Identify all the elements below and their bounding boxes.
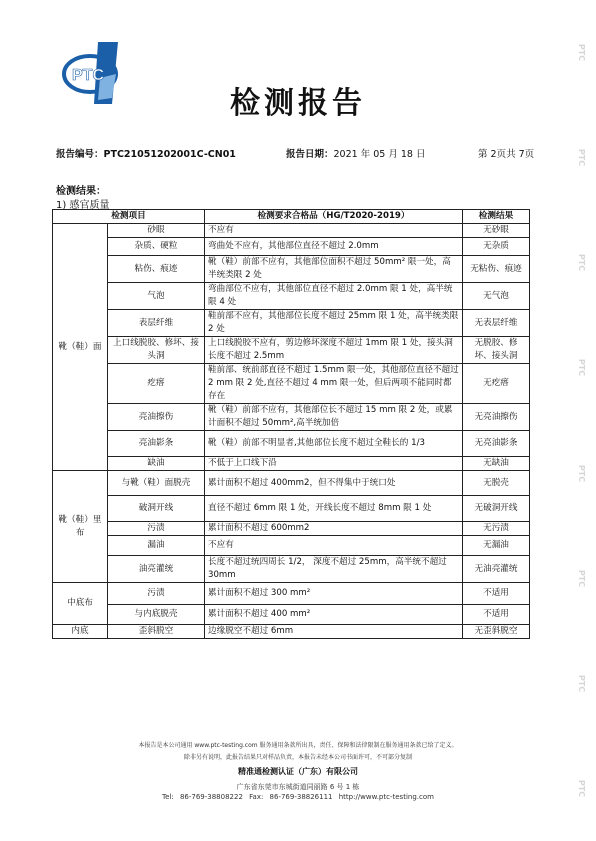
table-row	[53, 224, 530, 238]
table-row	[53, 471, 530, 496]
report-number-label: 报告编号：	[56, 149, 104, 160]
result-cell: 无缺油	[463, 457, 530, 471]
header-item: 检测项目	[53, 210, 205, 224]
table-row	[53, 536, 530, 556]
item-cell: 亮油擦伤	[108, 404, 205, 431]
report-date-label: 报告日期：	[286, 149, 334, 160]
table-row	[53, 364, 530, 404]
footer-address: 广东省东莞市东城街道同丽路 6 号 1 栋	[236, 783, 360, 791]
result-cell: 无污渍	[463, 522, 530, 536]
requirement-cell: 累计面积不超过 300 mm²	[205, 583, 463, 605]
table-body	[53, 224, 530, 639]
result-cell: 无歪斜脱空	[463, 625, 530, 639]
table-row	[53, 457, 530, 471]
item-cell: 上口线脱胶、修坏、接头洞	[108, 337, 205, 364]
watermark-text: PTC	[577, 674, 587, 692]
table-row	[53, 496, 530, 522]
table-row	[53, 605, 530, 625]
header-result: 检测结果	[463, 210, 530, 224]
result-cell: 不适用	[463, 605, 530, 625]
footer-note-copy: 除非另有说明，此报告结果只对样品负责，本报告未经本公司书面许可，不可部分复制	[183, 754, 412, 761]
item-cell: 亮油影条	[108, 431, 205, 457]
item-cell: 破洞开线	[108, 496, 205, 522]
table-row	[53, 238, 530, 256]
side-watermark	[572, 0, 592, 841]
item-cell: 表层纤维	[108, 310, 205, 337]
table-row	[53, 556, 530, 583]
requirement-cell: 累计面积不超过 400 mm²	[205, 605, 463, 625]
requirement-cell: 累计面积不超过 400mm2，但不得集中于统口处	[205, 471, 463, 496]
requirement-cell: 上口线脱胶不应有，剪边修坏深度不超过 1mm 限 1 处，接头洞长度不超过 2.5mm	[205, 337, 463, 364]
item-cell: 气泡	[108, 283, 205, 310]
requirement-cell: 靴（鞋）前部不明显者,其他部位长度不超过全鞋长的 1/3	[205, 431, 463, 457]
logo-text: PTC	[72, 67, 104, 84]
requirement-cell: 靴（鞋）前部不应有，其他部位长不超过 15 mm 限 2 处，或累计面积不超过 50mm²,高半统加倍	[205, 404, 463, 431]
footer-note-terms: 本报告是本公司通用 www.ptc-testing.com 服务通用条款所出具，责任、保障和法律限制在服务通用条款已给了定义。	[138, 742, 458, 749]
requirement-cell: 鞋前部、统前部直径不超过 1.5mm 限一处，其他部位直径不超过 2 mm 限 2 处,直径不超过 4 mm 限一处，但后两项不能同时都存在	[205, 364, 463, 404]
requirement-cell: 不低于上口线下沿	[205, 457, 463, 471]
item-cell: 砂眼	[108, 224, 205, 238]
item-cell: 污渍	[108, 522, 205, 536]
result-cell: 不适用	[463, 583, 530, 605]
result-cell: 无疙瘩	[463, 364, 530, 404]
result-cell: 无粘伤、痕迹	[463, 256, 530, 283]
requirement-cell: 靴（鞋）前部不应有，其他部位面积不超过 50mm² 限一处，高半统类限 2 处	[205, 256, 463, 283]
result-cell: 无砂眼	[463, 224, 530, 238]
table-row	[53, 337, 530, 364]
report-number-value: PTC21051202001C-CN01	[103, 149, 236, 160]
watermark-text: PTC	[577, 359, 587, 377]
table-row	[53, 404, 530, 431]
requirement-cell: 长度不超过统四周长 1/2， 深度不超过 25mm，高半统不超过 30mm	[205, 556, 463, 583]
item-cell: 与靴（鞋）面脱壳	[108, 471, 205, 496]
result-cell: 无亮油影条	[463, 431, 530, 457]
table-row	[53, 283, 530, 310]
watermark-text: PTC	[577, 569, 587, 587]
group-cell: 靴（鞋）里布	[53, 471, 108, 583]
group-cell: 内底	[53, 625, 108, 639]
result-cell: 无脱壳	[463, 471, 530, 496]
result-cell: 无表层纤维	[463, 310, 530, 337]
requirement-cell: 累计面积不超过 600mm2	[205, 522, 463, 536]
table-row	[53, 431, 530, 457]
group-cell: 中底布	[53, 583, 108, 625]
requirement-cell: 边缘脱空不超过 6mm	[205, 625, 463, 639]
report-title: 检测报告	[230, 86, 366, 121]
table-row	[53, 256, 530, 283]
requirement-cell: 弯曲部位不应有，其他部位直径不超过 2.0mm 限 1 处，高半统限 4 处	[205, 283, 463, 310]
results-table	[52, 209, 530, 639]
requirement-cell: 直径不超过 6mm 限 1 处，开线长度不超过 8mm 限 1 处	[205, 496, 463, 522]
watermark-text: PTC	[577, 254, 587, 272]
page-number: 第 2页共 7页	[478, 149, 535, 160]
requirement-cell: 弯曲处不应有，其他部位直径不超过 2.0mm	[205, 238, 463, 256]
item-cell: 杂质、硬粒	[108, 238, 205, 256]
item-cell: 油亮灌统	[108, 556, 205, 583]
result-cell: 无油亮灌统	[463, 556, 530, 583]
report-date-value: 2021 年 05 月 18 日	[333, 149, 426, 160]
footer-web[interactable]: http://www.ptc-testing.com	[338, 793, 434, 801]
result-cell: 无破洞开线	[463, 496, 530, 522]
result-cell: 无亮油擦伤	[463, 404, 530, 431]
requirement-cell: 鞋前部不应有，其他部位长度不超过 25mm 限 1 处，高半统类限 2 处	[205, 310, 463, 337]
item-cell: 歪斜脱空	[108, 625, 205, 639]
footer-contact	[0, 793, 596, 801]
watermark-text: PTC	[577, 43, 587, 62]
subsection-title: 1) 感官质量	[56, 200, 110, 211]
section-title: 检测结果：	[56, 186, 106, 197]
table-row	[53, 522, 530, 536]
item-cell: 疙瘩	[108, 364, 205, 404]
header-requirement: 检测要求合格品（HG/T2020-2019）	[205, 210, 463, 224]
requirement-cell: 不应有	[205, 536, 463, 556]
table-row	[53, 625, 530, 639]
footer-company: 精准通检测认证（广东）有限公司	[238, 767, 358, 776]
item-cell: 污渍	[108, 583, 205, 605]
table-row	[53, 310, 530, 337]
watermark-text: PTC	[577, 464, 587, 482]
group-cell: 靴（鞋）面	[53, 224, 108, 471]
report-date	[286, 146, 425, 160]
table-header-row	[53, 210, 530, 224]
requirement-cell: 不应有	[205, 224, 463, 238]
result-cell: 无气泡	[463, 283, 530, 310]
result-cell: 无漏油	[463, 536, 530, 556]
result-cell: 无杂质	[463, 238, 530, 256]
watermark-text: PTC	[577, 149, 587, 167]
item-cell: 粘伤、痕迹	[108, 256, 205, 283]
table-row	[53, 583, 530, 605]
report-number	[56, 146, 236, 160]
footer-fax: Fax: 86-769-38826111	[249, 793, 333, 801]
item-cell: 缺油	[108, 457, 205, 471]
watermark-text: PTC	[577, 779, 587, 798]
item-cell: 漏油	[108, 536, 205, 556]
result-cell: 无脱胶、修坏、接头洞	[463, 337, 530, 364]
item-cell: 与内底脱壳	[108, 605, 205, 625]
footer-tel: Tel: 86-769-38808222	[162, 793, 243, 801]
